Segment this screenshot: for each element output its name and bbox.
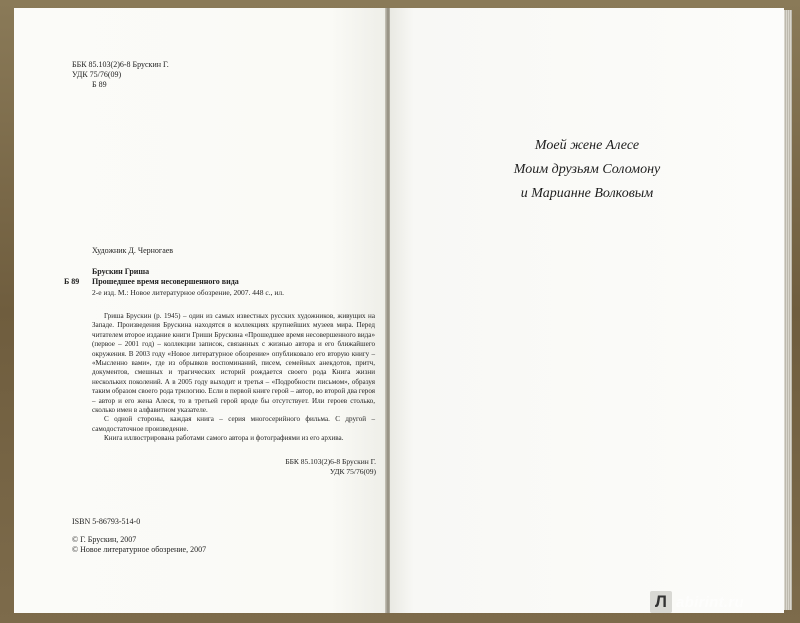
bbk-footer-line: ББК 85.103(2)6-8 Брускин Г.	[285, 457, 376, 466]
dedication-line: и Марианне Волковым	[520, 186, 654, 201]
author-name: Брускин Гриша	[92, 267, 150, 276]
dedication-line: Моим друзьям Соломону	[513, 162, 661, 177]
artist-credit: Художник Д. Черногаев	[92, 246, 174, 255]
udk-line: УДК 75/76(09)	[72, 70, 122, 79]
left-page	[14, 8, 386, 613]
annotation-paragraph: Гриша Брускин (р. 1945) – один из самых известных русских художников, живущих на Западе. Произведения Брускина находятся в коллекциях крупнейших музеев мира. Перед читателем второе издание книги Гриши Брускина «Прошедшее время несовершенного вида» (первое – 2001 год) – коллекции записок, связанных с жизнью автора и его ближайшего окружения. В 2003 году «Новое литературное обозрение» опубликовало его вторую книгу – «Мысленно вами», где из обрывков воспоминаний, писем, семейных анекдотов, притч, документов, смешных и трагических историй рождается своего рода Книга жизни нескольких поколений. А в 2005 году выходит и третья – «Подробности письмом», образуя таким образом своего рода трилогию. Если в первой книге герой – автор, во второй два героя – автор и его жена Алеся, то в третьей герой вроде бы отсутствует. Или героев столько, сколько имен в алфавитном указателе.	[92, 312, 375, 415]
copyright-author: © Г. Брускин, 2007	[72, 535, 137, 544]
book-title: Прошедшее время несовершенного вида	[92, 277, 239, 286]
isbn: ISBN 5-86793-514-0	[72, 517, 141, 526]
dedication-line: Моей жене Алесе	[534, 138, 640, 153]
annotation	[92, 312, 375, 444]
imprint: 2-е изд. М.: Новое литературное обозрение, 2007. 448 с., ил.	[92, 288, 284, 297]
index-line: Б 89	[92, 80, 107, 89]
annotation-paragraph: С одной стороны, каждая книга – серия многосерийного фильма. С другой – самодостаточное произведение.	[92, 415, 375, 433]
index-code: Б 89	[64, 277, 80, 286]
copyright-publisher: © Новое литературное обозрение, 2007	[72, 545, 207, 554]
page-edges	[784, 10, 792, 610]
watermark	[650, 588, 744, 616]
right-page	[390, 8, 784, 613]
watermark-text: abirint.ru	[676, 593, 745, 611]
udk-footer-line: УДК 75/76(09)	[329, 467, 376, 476]
annotation-paragraph: Книга иллюстрирована работами самого автора и фотографиями из его архива.	[104, 434, 344, 443]
watermark-logo: Л	[650, 591, 672, 613]
bbk-line: ББК 85.103(2)6-8 Брускин Г.	[72, 60, 169, 69]
